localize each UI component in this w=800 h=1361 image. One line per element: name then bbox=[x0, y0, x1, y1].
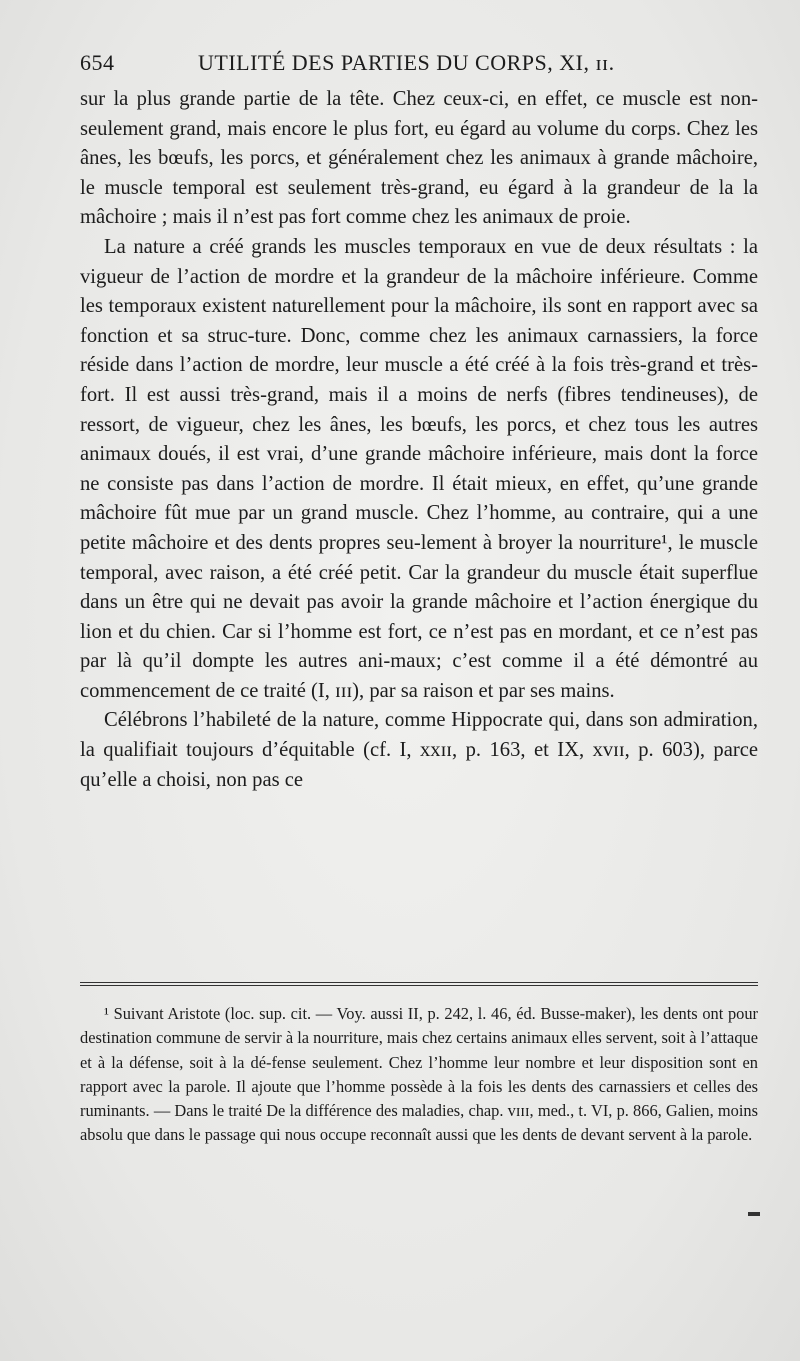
footnotes bbox=[80, 1002, 758, 1148]
running-title: UTILITÉ DES PARTIES DU CORPS, XI, ɪɪ. bbox=[198, 50, 615, 75]
page-header bbox=[80, 50, 758, 78]
footnote-1: ¹ Suivant Aristote (loc. sup. cit. — Voy. aussi II, p. 242, l. 46, éd. Busse-maker), les dents ont pour destination commune de servir à la nourriture, mais chez certains animaux elles servent, soit à l’attaque et à la défense, soit à la dé-fense seulement. Chez l’homme leur nombre et leur disposition sont en rapport avec la parole. Il ajoute que l’homme possède à la fois les dents des carnassiers et celles des ruminants. — Dans le traité De la différence des maladies, chap. vɪɪɪ, med., t. VI, p. 866, Galien, moins absolu que dans le passage qui nous occupe reconnaît aussi que les dents de devant servent à la parole. bbox=[80, 1004, 758, 1145]
paragraph-continuation: sur la plus grande partie de la tête. Chez ceux-ci, en effet, ce muscle est non-seulement grand, mais encore le plus fort, eu égard au volume du corps. Chez les ânes, les bœufs, les porcs, et généralement chez les animaux à grande mâchoire, le muscle temporal est seulement très-grand, eu égard à la grandeur de la la mâchoire ; mais il n’est pas fort comme chez les animaux de proie. bbox=[80, 88, 758, 229]
footnote-separator bbox=[80, 982, 758, 986]
paragraph-nature-skill: Célébrons l’habileté de la nature, comme Hippocrate qui, dans son admiration, la qualifiait toujours d’équitable (cf. I, xxɪɪ, p. 163, et IX, xᴠɪɪ, p. 603), parce qu’elle a choisi, non pas ce bbox=[80, 709, 758, 791]
page-number: 654 bbox=[80, 50, 115, 75]
paragraph-temporal-muscles: La nature a créé grands les muscles temporaux en vue de deux résultats : la vigueur de l’action de mordre et la grandeur de la mâchoire inférieure. Comme les temporaux existent naturellement pour la mâchoire, ils sont en rapport avec sa fonction et sa struc-ture. Donc, comme chez les animaux carnassiers, la force réside dans l’action de mordre, leur muscle a été créé à la fois très-grand et très-fort. Il est aussi très-grand, mais il a moins de nerfs (fibres tendineuses), de ressort, de vigueur, chez les ânes, les bœufs, les porcs, et chez tous les autres animaux doués, il est vrai, d’une grande mâchoire inférieure, mais dont la force ne consiste pas dans l’action de mordre. Il était mieux, en effet, qu’une grande mâchoire fût mue par un grand muscle. Chez l’homme, au contraire, qui a une petite mâchoire et des dents propres seu-lement à broyer la nourriture¹, le muscle temporal, avec raison, a été créé petit. Car la grandeur du muscle était superflue dans un être qui ne devait pas avoir la grande mâchoire et l’action énergique du lion et du chien. Car si l’homme est fort, ce n’est pas en mordant, et ce n’est pas par là qu’il dompte les autres ani-maux; c’est comme il a été démontré au commencement de ce traité (I, ɪɪɪ), par sa raison et par ses mains. bbox=[80, 235, 758, 702]
printer-mark bbox=[748, 1212, 760, 1216]
main-text bbox=[80, 85, 758, 795]
